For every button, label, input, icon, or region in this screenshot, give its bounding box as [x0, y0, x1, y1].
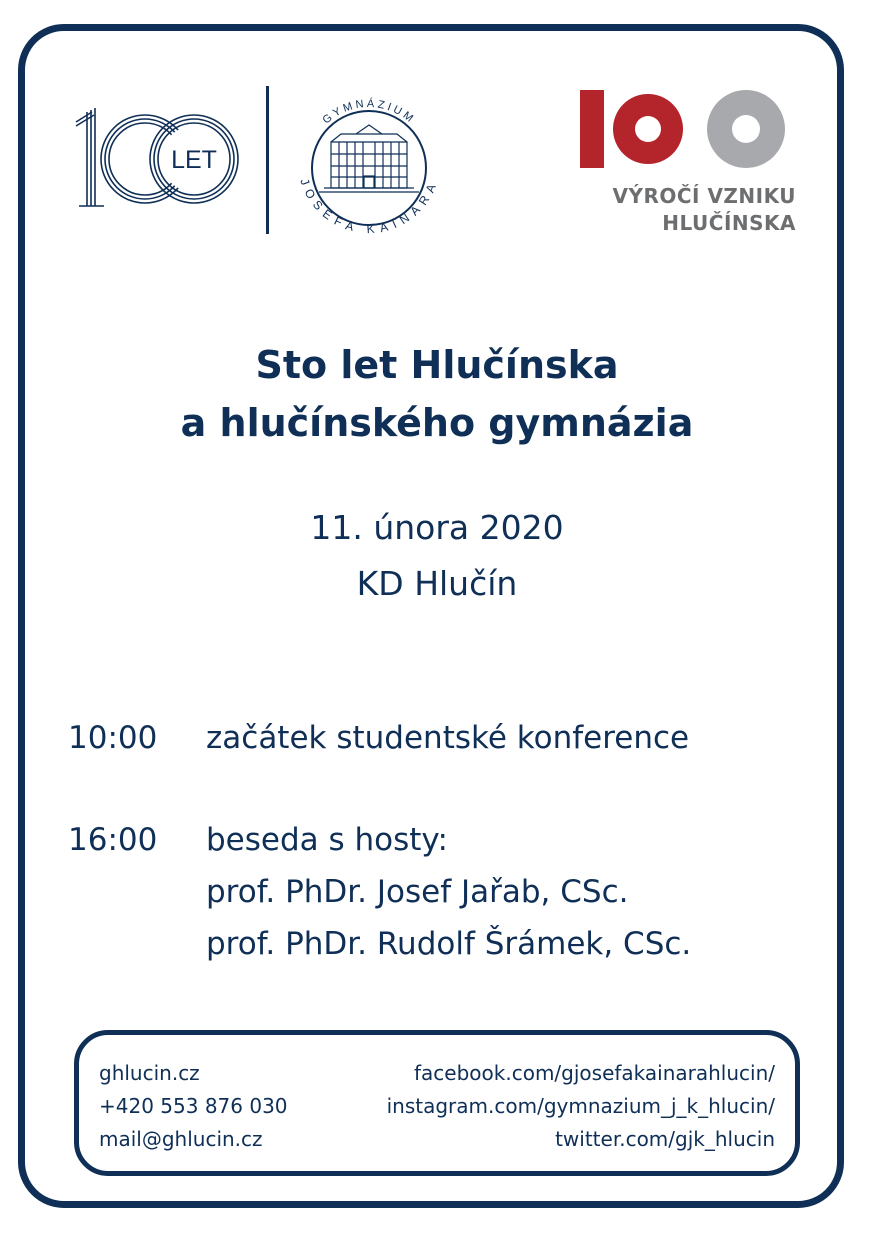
program-line: prof. PhDr. Rudolf Šrámek, CSc.: [206, 926, 692, 962]
100-vyroci-logo: [574, 84, 800, 184]
program-line: beseda s hosty:: [206, 822, 448, 858]
school-building-icon: [319, 125, 419, 192]
100-let-logo: [70, 84, 250, 218]
event-venue: KD Hlučín: [356, 564, 518, 603]
program-line: začátek studentské konference: [206, 720, 690, 756]
program-line: prof. PhDr. Josef Jařab, CSc.: [206, 874, 629, 910]
title-line: Sto let Hlučínska: [255, 343, 619, 387]
event-meta: [0, 500, 874, 612]
logo-divider: [266, 86, 269, 234]
instagram-link[interactable]: instagram.com/gymnazium_j_k_hlucin/: [386, 1094, 775, 1118]
program-time: 16:00: [68, 822, 158, 858]
caption-line: HLUČÍNSKA: [662, 211, 796, 235]
let-badge-text: LET: [171, 146, 217, 174]
seal-top-text: GYMNÁZIUM: [320, 97, 418, 127]
caption-line: VÝROČÍ VZNIKU: [612, 184, 796, 208]
svg-text:JOSEFA KAINARA: [297, 177, 440, 237]
email-link[interactable]: mail@ghlucin.cz: [99, 1127, 263, 1151]
vyroci-caption: [586, 183, 796, 237]
event-date: 11. února 2020: [310, 508, 564, 547]
poster-title: [0, 336, 874, 452]
program-time: 10:00: [68, 720, 158, 756]
website-link[interactable]: ghlucin.cz: [99, 1061, 200, 1085]
contacts-left: [99, 1057, 288, 1156]
school-seal: [286, 80, 452, 250]
seal-bottom-text: JOSEFA KAINARA: [297, 176, 441, 237]
phone-number: +420 553 876 030: [99, 1094, 288, 1118]
contacts-box: [74, 1030, 800, 1176]
facebook-link[interactable]: facebook.com/gjosefakainarahlucin/: [414, 1061, 775, 1085]
twitter-link[interactable]: twitter.com/gjk_hlucin: [555, 1127, 775, 1151]
contacts-right: [387, 1057, 775, 1156]
title-line: a hlučínského gymnázia: [180, 401, 694, 445]
